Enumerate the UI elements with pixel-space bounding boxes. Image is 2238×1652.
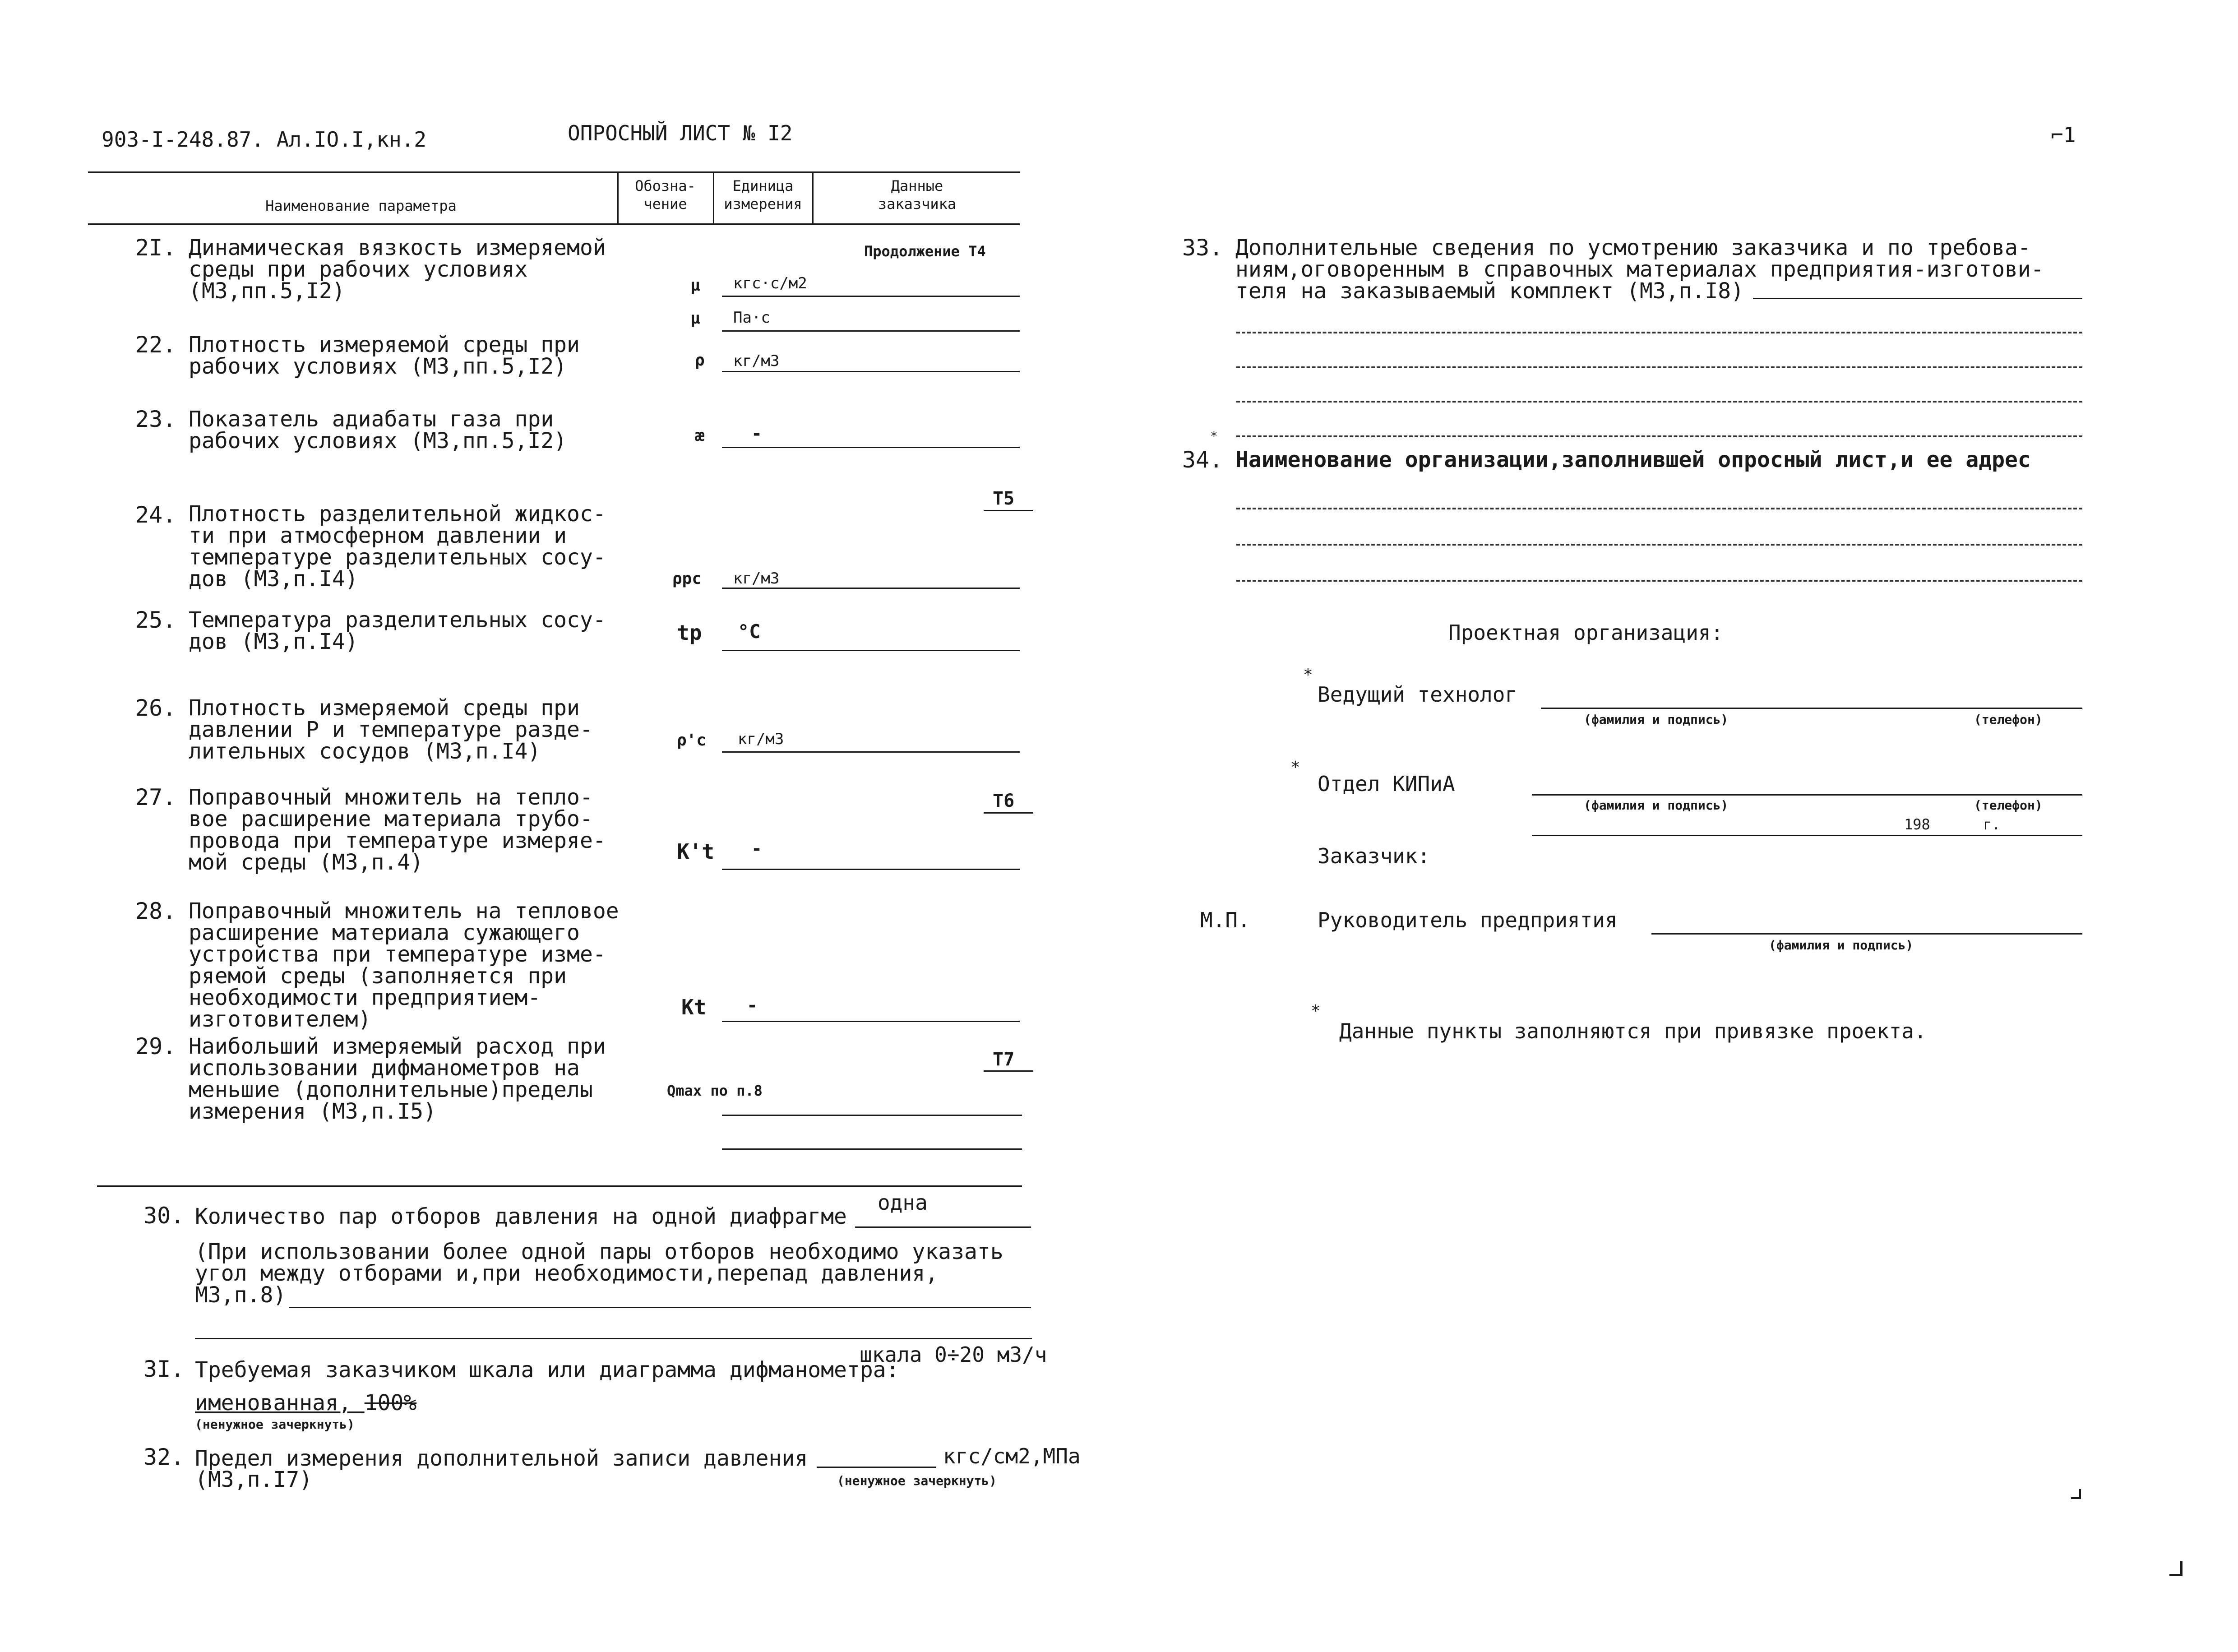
continuation-label: Продолжение Т4 xyxy=(864,243,986,260)
item-text-line: расширение материала сужающего xyxy=(189,920,580,945)
year-label: 198 xyxy=(1904,816,1930,833)
footnote-star: * xyxy=(1303,666,1313,684)
tag-underline xyxy=(984,812,1033,814)
col-header-param: Наименование параметра xyxy=(265,197,457,214)
answer-line xyxy=(1236,366,2082,368)
item-number: 3I. xyxy=(143,1356,185,1382)
footnote-star: * xyxy=(1311,1002,1321,1020)
customer-label: Заказчик: xyxy=(1318,844,1430,868)
answer-line xyxy=(1236,580,2082,582)
item-text-line: рабочих условиях (МЗ,пп.5,I2) xyxy=(189,354,567,379)
item-text-line: давлении Р и температуре разде- xyxy=(189,717,593,742)
answer-line xyxy=(1236,508,2082,509)
item-22-text xyxy=(189,334,580,377)
item-text-line: мой среды (МЗ,п.4) xyxy=(189,850,424,875)
item-text-line: вое расширение материала трубо- xyxy=(189,806,593,832)
item-text-line: Показатель адиабаты газа при xyxy=(189,407,554,432)
item-number: 29. xyxy=(135,1033,176,1060)
item-text-line: Плотность измеряемой среды при xyxy=(189,332,580,357)
item-text-line: ти при атмосферном давлении и xyxy=(189,523,567,548)
item-32-unit: кгс/см2,МПа xyxy=(943,1444,1081,1468)
item-31-value: шкала 0÷20 м3/ч xyxy=(860,1342,1047,1367)
item-29-text xyxy=(189,1036,606,1122)
col-header-unit-1: Единица xyxy=(732,177,794,194)
tag-underline xyxy=(984,510,1033,511)
item-25-text xyxy=(189,609,606,652)
item-text-line: использовании дифманометров на xyxy=(189,1055,580,1081)
corner-mark: ⌐1 xyxy=(2051,123,2076,147)
item-text-line: Динамическая вязкость измеряемой xyxy=(189,235,606,260)
item-number: 33. xyxy=(1182,235,1223,261)
director-label: Руководитель предприятия xyxy=(1318,908,1618,932)
item-text-line: измерения (МЗ,п.I5) xyxy=(189,1099,437,1124)
unit: кг/м3 xyxy=(733,352,780,370)
item-31-line-2 xyxy=(195,1392,416,1414)
tag: Т7 xyxy=(993,1049,1015,1070)
answer-line xyxy=(195,1338,1032,1339)
answer-line xyxy=(289,1307,1031,1308)
col-header-data-2: заказчика xyxy=(878,195,957,213)
unit: °С xyxy=(738,620,761,643)
item-number: 23. xyxy=(135,406,176,432)
project-org-label: Проектная организация: xyxy=(1448,620,1724,645)
item-text-line: Плотность разделительной жидкос- xyxy=(189,501,606,527)
answer-line xyxy=(1236,435,2082,437)
signature-line xyxy=(1532,835,2082,836)
col-header-unit xyxy=(715,177,811,213)
symbol: ρ xyxy=(695,351,705,370)
value: - xyxy=(751,838,763,859)
unit: кгс·с/м2 xyxy=(733,274,807,292)
item-text-line: дов (МЗ,п.I4) xyxy=(189,629,358,654)
footnote-text: Данные пункты заполняются при привязке проекта. xyxy=(1339,1019,1927,1043)
answer-line xyxy=(1236,332,2082,333)
answer-line xyxy=(817,1467,936,1468)
col-header-data-1: Данные xyxy=(891,177,943,194)
col-header-data xyxy=(814,177,1020,213)
year-suffix: г. xyxy=(1983,816,2001,833)
item-30-value: одна xyxy=(878,1190,928,1215)
item-30-line-2: (При использовании более одной пары отборов необходимо указать xyxy=(195,1239,1003,1264)
item-text-line: изготовителем) xyxy=(189,1007,371,1032)
answer-line xyxy=(722,371,1020,372)
table-header-rule xyxy=(88,223,1020,225)
signature-line xyxy=(1541,708,2082,709)
item-27-text xyxy=(189,787,606,873)
symbol: ρ'с xyxy=(677,731,707,750)
kipia-dept-label: Отдел КИПиА xyxy=(1318,772,1455,796)
signature-hint: (фамилия и подпись) xyxy=(1584,712,1729,727)
answer-line xyxy=(722,1148,1022,1150)
item-text-line: Дополнительные сведения по усмотрению заказчика и по требова- xyxy=(1235,235,2031,260)
item-number: 22. xyxy=(135,332,176,358)
item-text-line: ниям,оговоренным в справочных материалах предприятия-изготови- xyxy=(1235,257,2044,282)
signature-hint: (фамилия и подпись) xyxy=(1769,938,1914,953)
item-number: 32. xyxy=(143,1444,185,1470)
tag: Т6 xyxy=(993,791,1015,811)
value: - xyxy=(751,423,763,444)
item-34-text: Наименование организации,заполнившей опросный лист,и ее адрес xyxy=(1235,447,2031,472)
item-number: 27. xyxy=(135,784,176,810)
tag-underline xyxy=(984,1070,1033,1072)
item-text-line: Плотность измеряемой среды при xyxy=(189,695,580,721)
col-header-symbol-2: чение xyxy=(643,195,687,213)
item-30-line-4: МЗ,п.8) xyxy=(195,1282,287,1308)
col-header-symbol-1: Обозна- xyxy=(635,177,696,194)
answer-line xyxy=(722,869,1020,870)
item-number: 30. xyxy=(143,1203,185,1229)
item-text-line: дов (МЗ,п.I4) xyxy=(189,566,358,592)
item-text-line: Температура разделительных сосу- xyxy=(189,607,606,633)
symbol: æ xyxy=(695,426,705,445)
answer-line xyxy=(1753,298,2082,299)
table-divider xyxy=(617,171,619,225)
answer-line xyxy=(1236,544,2082,546)
answer-line xyxy=(1236,401,2082,403)
item-text-line: ряемой среды (заполняется при xyxy=(189,963,567,989)
value: - xyxy=(747,995,758,1016)
item-text-line: теля на заказываемый комплект (МЗ,п.I8) xyxy=(1235,278,1744,304)
symbol: Kt xyxy=(681,995,707,1019)
item-number: 34. xyxy=(1182,447,1223,473)
symbol: μ xyxy=(690,309,700,328)
answer-line xyxy=(722,751,1020,753)
item-text-line: меньшие (дополнительные)пределы xyxy=(189,1077,593,1102)
signature-hint: (фамилия и подпись) xyxy=(1584,798,1729,813)
answer-line xyxy=(722,447,1020,448)
item-24-text xyxy=(189,503,606,590)
symbol: μ xyxy=(690,276,700,295)
col-header-symbol xyxy=(619,177,712,213)
sheet-title: ОПРОСНЫЙ ЛИСТ № I2 xyxy=(568,121,793,145)
item-23-text xyxy=(189,408,567,452)
item-text-line: необходимости предприятием- xyxy=(189,985,541,1010)
item-32-note: (ненужное зачеркнуть) xyxy=(837,1473,997,1488)
item-text-line: Поправочный множитель на тепловое xyxy=(189,898,619,924)
item-number: 26. xyxy=(135,695,176,721)
item-32-line-2: (МЗ,п.I7) xyxy=(195,1467,313,1492)
item-26-text xyxy=(189,697,593,762)
unit: кг/м3 xyxy=(738,730,784,748)
item-33-text xyxy=(1235,237,2044,302)
item-21-text xyxy=(189,237,606,302)
answer-line xyxy=(722,1115,1022,1116)
item-number: 2I. xyxy=(135,235,176,261)
crop-mark xyxy=(2169,1561,2183,1576)
item-34-star: * xyxy=(1210,429,1218,444)
answer-line xyxy=(722,296,1020,297)
item-text-line: провода при температуре измеряе- xyxy=(189,828,606,853)
scale-option-named: именованная, xyxy=(195,1390,365,1416)
crop-mark xyxy=(2071,1489,2081,1499)
phone-hint: (телефон) xyxy=(1974,798,2043,813)
symbol: tр xyxy=(677,620,702,645)
item-text-line: устройства при температуре изме- xyxy=(189,942,606,967)
item-text-line: Поправочный множитель на тепло- xyxy=(189,785,593,810)
symbol: Qmax по п.8 xyxy=(667,1082,763,1099)
tag: Т5 xyxy=(993,488,1015,509)
table-top-rule xyxy=(88,171,1020,173)
scale-option-percent-struck: 100% xyxy=(364,1390,417,1416)
seal-place-label: М.П. xyxy=(1200,908,1250,932)
signature-line xyxy=(1532,794,2082,796)
col-header-unit-2: измерения xyxy=(724,195,802,213)
lead-technologist-label: Ведущий технолог xyxy=(1318,682,1518,707)
item-text-line: рабочих условиях (МЗ,пп.5,I2) xyxy=(189,428,567,453)
answer-line xyxy=(722,330,1020,332)
item-31-line-1: Требуемая заказчиком шкала или диаграмма дифманометра: xyxy=(195,1357,899,1383)
item-28-text xyxy=(189,900,619,1030)
answer-line xyxy=(722,650,1020,651)
answer-line xyxy=(855,1226,1031,1228)
item-number: 24. xyxy=(135,502,176,528)
item-text-line: температуре разделительных сосу- xyxy=(189,545,606,570)
item-31-note: (ненужное зачеркнуть) xyxy=(195,1417,355,1432)
symbol: ρрс xyxy=(672,569,702,588)
item-30-line-3: угол между отборами и,при необходимости,перепад давления, xyxy=(195,1261,939,1286)
answer-line xyxy=(722,1021,1020,1022)
phone-hint: (телефон) xyxy=(1974,712,2043,727)
item-30-line-1: Количество пар отборов давления на одной диафрагме xyxy=(195,1204,847,1229)
item-32-line-1: Предел измерения дополнительной записи давления xyxy=(195,1446,808,1471)
item-number: 28. xyxy=(135,898,176,924)
signature-line xyxy=(1651,933,2082,935)
unit: кг/м3 xyxy=(733,569,780,588)
item-text-line: среды при рабочих условиях xyxy=(189,257,528,282)
item-number: 25. xyxy=(135,607,176,633)
symbol: K't xyxy=(677,839,715,864)
doc-code: 903-I-248.87. Ал.IO.I,кн.2 xyxy=(102,127,427,152)
answer-line xyxy=(722,588,1020,589)
footnote-star: * xyxy=(1290,758,1300,777)
item-text-line: Наибольший измеряемый расход при xyxy=(189,1034,606,1059)
unit: Па·с xyxy=(733,309,770,327)
section-rule xyxy=(97,1185,1022,1187)
item-text-line: (МЗ,пп.5,I2) xyxy=(189,278,345,304)
item-text-line: лительных сосудов (МЗ,п.I4) xyxy=(189,739,541,764)
table-divider xyxy=(812,171,814,225)
table-divider xyxy=(713,171,714,225)
